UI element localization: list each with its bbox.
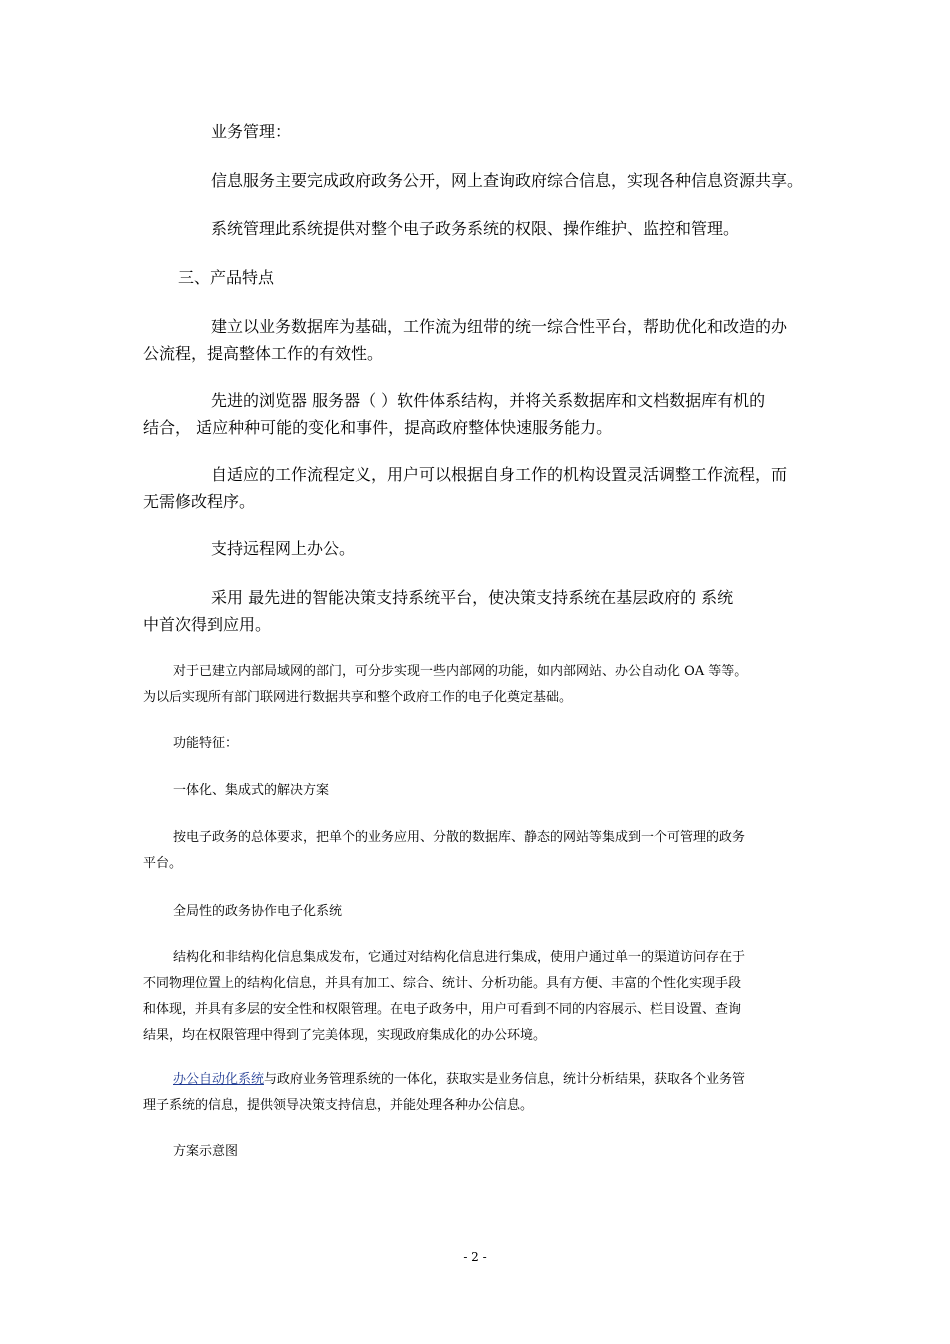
paragraph-office-automation: 办公自动化系统与政府业务管理系统的一体化，获取实是业务信息，统计分析结果，获取各个业务管 理子系统的信息，提供领导决策支持信息，并能处理各种办公信息。 (143, 1072, 746, 1113)
paragraph-function-features-label: 功能特征： (173, 736, 239, 751)
section-heading-product-features: 三、产品特点 (178, 268, 275, 287)
paragraph-integrated-solution-title: 一体化、集成式的解决方案 (173, 783, 330, 798)
paragraph-info-service: 信息服务主要完成政府政务公开，网上查询政府综合信息，实现各种信息资源共享。 (211, 171, 804, 190)
paragraph-business-management: 业务管理： (211, 122, 292, 141)
paragraph-structured-info-body: 结构化和非结构化信息集成发布，它通过对结构化信息进行集成，使用户通过单一的渠道访问存在于 不同物理位置上的结构化信息，并具有加工、综合、统计、分析功能。具有方便、丰富的个性化实现手段 和体现，并具有多层的安全性和权限管理。在电子政务中，用户可看到不同的内容展示、栏目设置、查询 结果，均在权限管理中得到了完美体现，实现政府集成化的办公环境。 (143, 950, 746, 1043)
paragraph-feature-remote-office: 支持远程网上办公。 (211, 539, 356, 558)
office-automation-link[interactable]: 办公自动化系统 (173, 1072, 265, 1087)
paragraph-solution-diagram-label: 方案示意图 (173, 1144, 239, 1159)
paragraph-internal-network: 对于已建立内部局域网的部门，可分步实现一些内部网的功能，如内部网站、办公自动化 OA 等等。 为以后实现所有部门联网进行数据共享和整个政府工作的电子化奠定基础。 (143, 664, 748, 705)
paragraph-feature-architecture: 先进的浏览器 服务器（ ）软件体系结构，并将关系数据库和文档数据库有机的 结合， 适应种种可能的变化和事件，提高政府整体快速服务能力。 (143, 391, 766, 437)
paragraph-collaboration-title: 全局性的政务协作电子化系统 (173, 904, 343, 919)
paragraph-feature-workflow: 自适应的工作流程定义，用户可以根据自身工作的机构设置灵活调整工作流程，而 无需修改程序。 (143, 465, 788, 511)
page-number: - 2 - (463, 1250, 487, 1264)
paragraph-integrated-solution-body: 按电子政务的总体要求，把单个的业务应用、分散的数据库、静态的网站等集成到一个可管理的政务 平台。 (143, 830, 746, 871)
paragraph-feature-platform: 建立以业务数据库为基础，工作流为纽带的统一综合性平台，帮助优化和改造的办 公流程，提高整体工作的有效性。 (143, 317, 788, 363)
paragraph-feature-decision-support: 采用 最先进的智能决策支持系统平台，使决策支持系统在基层政府的 系统 中首次得到应用。 (143, 588, 734, 634)
paragraph-system-management: 系统管理此系统提供对整个电子政务系统的权限、操作维护、监控和管理。 (211, 219, 740, 238)
